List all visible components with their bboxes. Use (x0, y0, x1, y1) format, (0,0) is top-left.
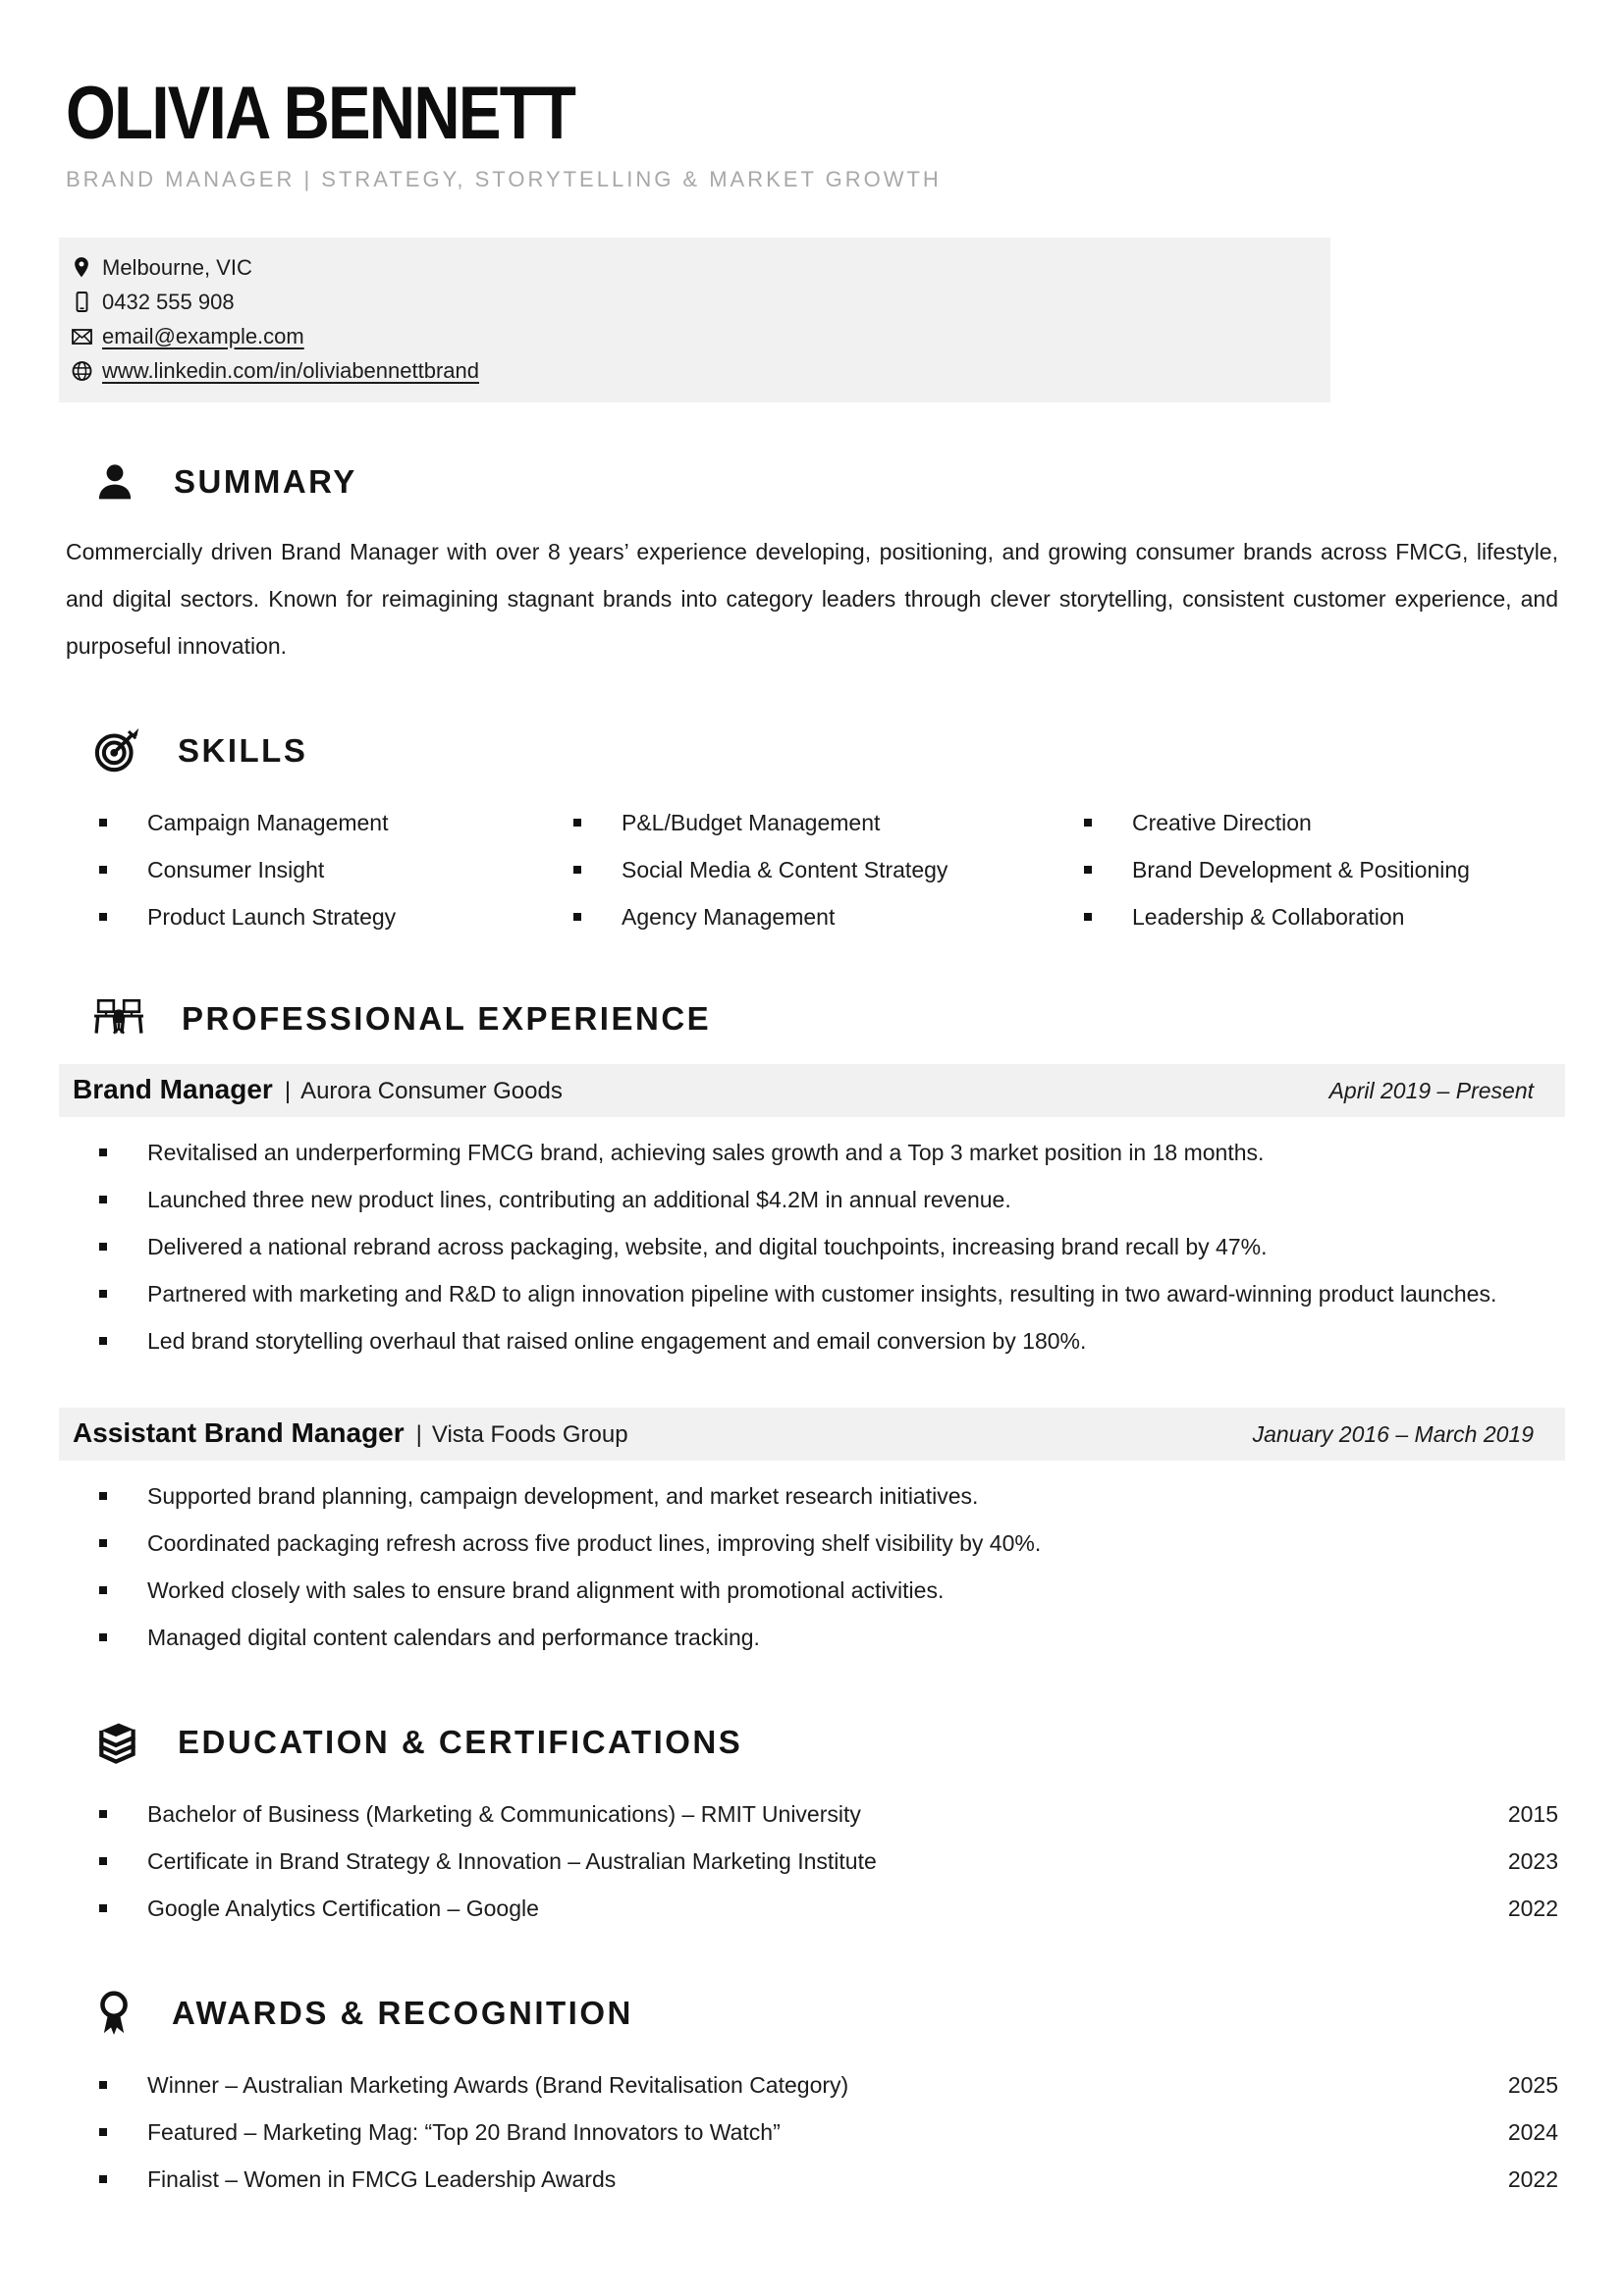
job-1-title: Brand Manager (73, 1074, 273, 1104)
skills-column-3 (1051, 799, 1558, 940)
job-2-dates: January 2016 – March 2019 (1252, 1421, 1534, 1447)
education-section (66, 1718, 1558, 1932)
skill-item: Product Launch Strategy (66, 893, 540, 940)
skill-item: P&L/Budget Management (540, 799, 1051, 846)
award-year: 2025 (1507, 2072, 1558, 2098)
summary-paragraph: Commercially driven Brand Manager with over 8 years’ experience developing, positioning, and growing consumer brands across FMCG, lifestyle, and digital sectors. Known for reimagining stagnant brands into category leaders through clever storytelling, consistent customer experience, and purposeful innovation. (66, 539, 1558, 659)
skills-header (66, 726, 1558, 775)
skill-item: Consumer Insight (66, 846, 540, 893)
job-2-separator: | (415, 1421, 422, 1448)
rosette-ribbon-icon (93, 1989, 135, 2038)
awards-title: AWARDS & RECOGNITION (172, 1995, 633, 2031)
job-bullet: Delivered a national rebrand across packaging, website, and digital touchpoints, increasing brand recall by 47%. (66, 1223, 1558, 1270)
education-year: 2023 (1507, 1848, 1558, 1874)
skill-item: Leadership & Collaboration (1051, 893, 1558, 940)
location-pin-icon (71, 256, 102, 280)
envelope-icon (71, 325, 102, 348)
skills-column-2 (540, 799, 1051, 940)
skills-title: SKILLS (178, 732, 308, 769)
square-bullet (66, 1567, 147, 1614)
contact-phone: 0432 555 908 (102, 290, 235, 314)
square-bullet (1051, 846, 1132, 893)
job-tagline: BRAND MANAGER | STRATEGY, STORYTELLING & MARKET GROWTH (66, 167, 942, 191)
mobile-phone-icon (71, 291, 102, 314)
job-1-bullet-list (66, 1129, 1558, 1364)
award-item: Winner – Australian Marketing Awards (Brand Revitalisation Category) 2025 (66, 2061, 1558, 2109)
square-bullet (66, 1838, 147, 1885)
square-bullet (66, 1223, 147, 1270)
square-bullet (66, 2156, 147, 2203)
award-item: Finalist – Women in FMCG Leadership Awards 2022 (66, 2156, 1558, 2203)
job-bullet: Managed digital content calendars and performance tracking. (66, 1614, 1558, 1661)
job-bullet: Led brand storytelling overhaul that raised online engagement and email conversion by 180%. (66, 1317, 1558, 1364)
square-bullet (66, 1614, 147, 1661)
job-entry-2 (66, 1408, 1558, 1661)
education-item: Google Analytics Certification – Google 2022 (66, 1885, 1558, 1932)
square-bullet (540, 893, 622, 940)
job-bullet: Partnered with marketing and R&D to align innovation pipeline with customer insights, resulting in two award-winning product launches. (66, 1270, 1558, 1317)
awards-list (66, 2061, 1558, 2203)
job-1-company: Aurora Consumer Goods (300, 1078, 563, 1104)
square-bullet (540, 846, 622, 893)
experience-title: PROFESSIONAL EXPERIENCE (182, 1000, 712, 1037)
job-2-title: Assistant Brand Manager (73, 1417, 405, 1448)
experience-section (66, 997, 1558, 1661)
skills-section (66, 726, 1558, 940)
education-item: Certificate in Brand Strategy & Innovation – Australian Marketing Institute 2023 (66, 1838, 1558, 1885)
square-bullet (66, 1790, 147, 1838)
job-bullet: Coordinated packaging refresh across five product lines, improving shelf visibility by 40%. (66, 1520, 1558, 1567)
target-arrow-icon (93, 726, 140, 775)
job-1-separator: | (284, 1078, 292, 1104)
award-item: Featured – Marketing Mag: “Top 20 Brand Innovators to Watch” 2024 (66, 2109, 1558, 2156)
job-bullet: Supported brand planning, campaign development, and market research initiatives. (66, 1472, 1558, 1520)
contact-card (59, 238, 1330, 402)
job-2-header-bar (59, 1408, 1565, 1461)
square-bullet (66, 799, 147, 846)
education-item: Bachelor of Business (Marketing & Communications) – RMIT University 2015 (66, 1790, 1558, 1838)
globe-icon (71, 359, 102, 383)
square-bullet (66, 1176, 147, 1223)
square-bullet (66, 1129, 147, 1176)
square-bullet (1051, 799, 1132, 846)
contact-email-link[interactable]: email@example.com (102, 324, 304, 348)
experience-header (66, 997, 1558, 1041)
skill-item: Brand Development & Positioning (1051, 846, 1558, 893)
skill-item: Social Media & Content Strategy (540, 846, 1051, 893)
education-list (66, 1790, 1558, 1932)
job-2-bullet-list (66, 1472, 1558, 1661)
awards-header (66, 1989, 1558, 2038)
person-icon (93, 459, 136, 505)
square-bullet (1051, 893, 1132, 940)
contact-location-row (71, 250, 1315, 285)
square-bullet (66, 1317, 147, 1364)
square-bullet (66, 893, 147, 940)
workstations-icon (93, 997, 144, 1041)
education-title: EDUCATION & CERTIFICATIONS (178, 1724, 743, 1760)
education-year: 2015 (1507, 1801, 1558, 1827)
square-bullet (66, 1270, 147, 1317)
skills-column-1 (66, 799, 540, 940)
summary-section (66, 459, 1558, 669)
skills-grid (66, 799, 1558, 940)
skill-item: Creative Direction (1051, 799, 1558, 846)
contact-linkedin-row (71, 353, 1315, 388)
square-bullet (540, 799, 622, 846)
summary-title: SUMMARY (174, 463, 357, 500)
job-entry-1 (66, 1064, 1558, 1364)
job-bullet: Worked closely with sales to ensure brand alignment with promotional activities. (66, 1567, 1558, 1614)
contact-email-row (71, 319, 1315, 353)
award-year: 2022 (1507, 2166, 1558, 2192)
person-name: OLIVIA BENNETT (66, 72, 575, 155)
job-1-header-bar (59, 1064, 1565, 1117)
summary-header (66, 459, 1558, 505)
job-1-dates: April 2019 – Present (1328, 1078, 1534, 1103)
contact-location: Melbourne, VIC (102, 255, 252, 280)
skill-item: Campaign Management (66, 799, 540, 846)
contact-phone-row (71, 285, 1315, 319)
square-bullet (66, 1520, 147, 1567)
awards-section (66, 1989, 1558, 2203)
job-bullet: Launched three new product lines, contributing an additional $4.2M in annual revenue. (66, 1176, 1558, 1223)
education-header (66, 1718, 1558, 1767)
skill-item: Agency Management (540, 893, 1051, 940)
square-bullet (66, 846, 147, 893)
square-bullet (66, 1472, 147, 1520)
square-bullet (66, 1885, 147, 1932)
job-2-company: Vista Foods Group (431, 1421, 628, 1448)
book-stack-icon (93, 1718, 140, 1767)
award-year: 2024 (1507, 2119, 1558, 2145)
square-bullet (66, 2109, 147, 2156)
contact-linkedin-link[interactable]: www.linkedin.com/in/oliviabennettbrand (102, 358, 479, 383)
education-year: 2022 (1507, 1896, 1558, 1921)
job-bullet: Revitalised an underperforming FMCG brand, achieving sales growth and a Top 3 market position in 18 months. (66, 1129, 1558, 1176)
square-bullet (66, 2061, 147, 2109)
